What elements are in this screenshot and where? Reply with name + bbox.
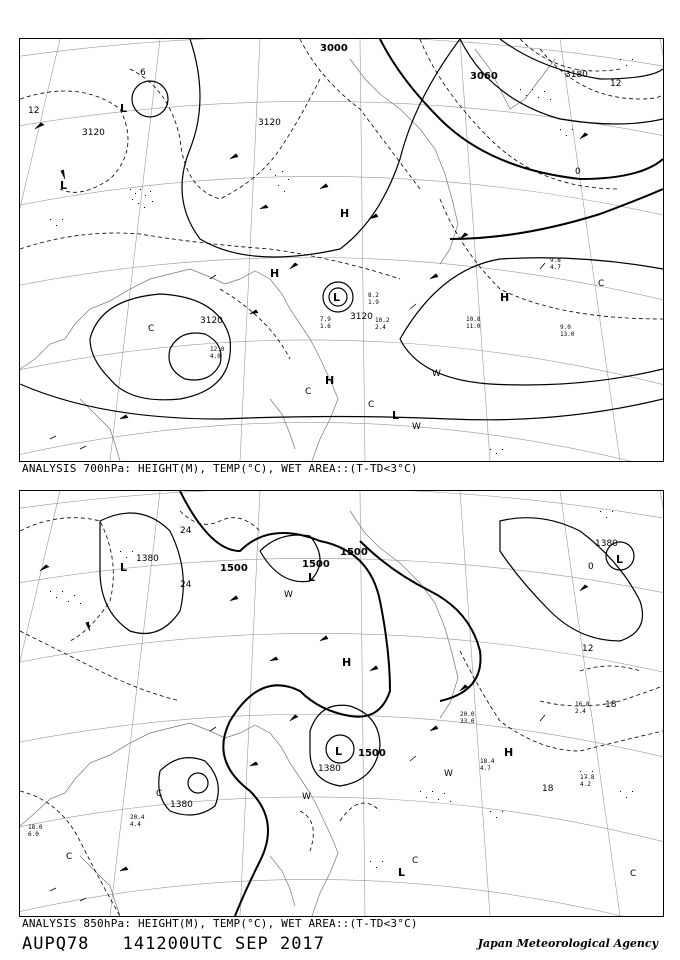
station-value: 10.8: [466, 316, 481, 323]
cold-center: C: [305, 387, 312, 397]
low-center: L: [120, 561, 128, 574]
height-label: 1500: [220, 563, 248, 574]
temp-label: 18: [542, 784, 554, 794]
station-value: 8.2: [368, 292, 379, 299]
low-center: L: [333, 291, 341, 304]
chart-code: AUPQ78: [22, 934, 90, 954]
map-850-canvas: [20, 491, 663, 916]
high-center: H: [340, 207, 350, 220]
station-value: 6.0: [28, 831, 39, 838]
station-value: 20.4: [130, 814, 145, 821]
map-panel-850hpa: [19, 490, 664, 917]
high-center: H: [504, 746, 514, 759]
height-label: 3120: [82, 128, 105, 138]
height-contours: [20, 39, 663, 420]
warm-center: W: [302, 792, 311, 802]
warm-center: W: [444, 769, 453, 779]
warm-center: W: [412, 422, 421, 432]
height-label: 1380: [318, 764, 341, 774]
temp-label: 0: [588, 562, 594, 572]
low-center: L: [392, 409, 400, 422]
station-value: 2.4: [575, 708, 586, 715]
warm-center: W: [284, 590, 293, 600]
high-center: H: [500, 291, 510, 304]
temp-label: 6: [140, 68, 146, 78]
cold-center: C: [66, 852, 73, 862]
map-700-canvas: [20, 39, 663, 461]
height-label: 3060: [470, 71, 498, 82]
temp-label: 18: [605, 700, 617, 710]
station-value: 18.4: [480, 758, 495, 765]
temp-label: 24: [180, 526, 192, 536]
station-value: 16.8: [575, 701, 590, 708]
station-value: 1.6: [320, 323, 331, 330]
temp-label: 12: [28, 106, 40, 116]
cold-center: C: [630, 869, 637, 879]
station-value: 17.8: [580, 774, 595, 781]
low-center: L: [60, 179, 68, 192]
height-label: 1380: [595, 539, 618, 549]
high-center: H: [342, 656, 352, 669]
coastline: [20, 49, 555, 461]
station-value: 10.2: [375, 317, 390, 324]
station-value: 9.8: [550, 257, 561, 264]
station-value: 11.0: [466, 323, 481, 330]
temp-label: 0: [575, 167, 581, 177]
cold-center: C: [598, 279, 605, 289]
agency-name: Japan Meteorological Agency: [477, 937, 658, 950]
caption-700hpa: ANALYSIS 700hPa: HEIGHT(M), TEMP(°C), WET AREA::(T-TD<3°C): [22, 462, 418, 475]
chart-id: [22, 934, 347, 954]
station-value: 13.0: [560, 331, 575, 338]
height-label: 3120: [200, 316, 223, 326]
main-contour: [180, 491, 481, 916]
station-value: 7.9: [320, 316, 331, 323]
valid-time: 141200UTC SEP 2017: [122, 934, 325, 954]
height-label: 1500: [302, 559, 330, 570]
station-value: 1.9: [368, 299, 379, 306]
temp-label: 24: [180, 580, 192, 590]
height-contours: [100, 513, 643, 815]
low-center: L: [308, 571, 316, 584]
station-value: 9.0: [560, 324, 571, 331]
station-value: 2.4: [375, 324, 386, 331]
station-value: 4.0: [210, 353, 221, 360]
station-value: 20.0: [460, 711, 475, 718]
low-center: L: [335, 745, 343, 758]
station-value: 33.0: [460, 718, 475, 725]
station-value: 12.0: [210, 346, 225, 353]
warm-center: W: [432, 369, 441, 379]
height-label: 1500: [358, 748, 386, 759]
map-panel-700hpa: [19, 38, 664, 462]
caption-850hpa: ANALYSIS 850hPa: HEIGHT(M), TEMP(°C), WET AREA::(T-TD<3°C): [22, 917, 418, 930]
station-value: 18.0: [28, 824, 43, 831]
main-contour: [380, 39, 663, 239]
temp-label: 12: [582, 644, 594, 654]
height-label: 3000: [320, 43, 348, 54]
temp-label: 12: [610, 79, 622, 89]
height-label: 1380: [170, 800, 193, 810]
low-center: L: [120, 102, 128, 115]
station-value: 4.2: [580, 781, 591, 788]
wet-area: [50, 59, 633, 454]
cold-center: C: [156, 789, 163, 799]
height-label: 3180: [565, 70, 588, 80]
height-label: 3120: [350, 312, 373, 322]
graticule: [20, 39, 663, 461]
height-label: 3120: [258, 118, 281, 128]
station-plots: [28, 701, 595, 838]
station-value: 4.4: [130, 821, 141, 828]
high-center: H: [270, 267, 280, 280]
station-value: 4.7: [550, 264, 561, 271]
cold-center: C: [368, 400, 375, 410]
cold-center: C: [412, 856, 419, 866]
high-center: H: [325, 374, 335, 387]
height-label: 1500: [340, 547, 368, 558]
station-value: 4.7: [480, 765, 491, 772]
low-center: L: [398, 866, 406, 879]
low-center: L: [616, 553, 624, 566]
wind-barbs: [40, 565, 588, 901]
height-label: 1380: [136, 554, 159, 564]
wind-barbs: [35, 123, 588, 449]
cold-center: C: [148, 324, 155, 334]
